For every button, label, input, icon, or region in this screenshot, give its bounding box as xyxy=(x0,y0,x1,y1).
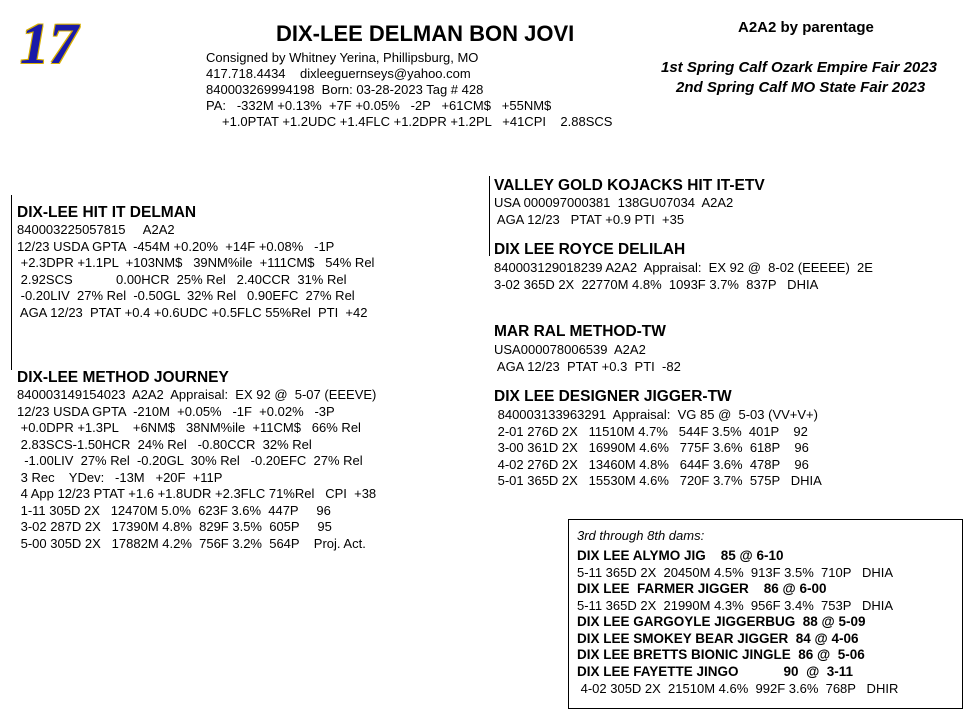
award-2: 2nd Spring Calf MO State Fair 2023 xyxy=(676,79,926,96)
dams-box-line: 4-02 305D 2X 21510M 4.6% 992F 3.6% 768P DHIR xyxy=(577,681,899,696)
contact-line: 417.718.4434 dixleeguernseys@yahoo.com xyxy=(206,66,471,81)
dam-line: 4 App 12/23 PTAT +1.6 +1.8UDR +2.3FLC 71%Rel CPI +38 xyxy=(17,486,377,501)
consignor-line: Consigned by Whitney Yerina, Phillipsburg, MO xyxy=(206,50,479,65)
dam-line: +0.0DPR +1.3PL +6NM$ 38NM%ile +11CM$ 66% Rel xyxy=(17,420,361,435)
dams-box-line: DIX LEE ALYMO JIG 85 @ 6-10 xyxy=(577,548,784,563)
lot-number: 17 xyxy=(20,11,78,76)
dams-box-line: DIX LEE BRETTS BIONIC JINGLE 86 @ 5-06 xyxy=(577,647,865,662)
dam-line: 1-11 305D 2X 12470M 5.0% 623F 3.6% 447P 96 xyxy=(17,502,331,518)
paternal-bracket xyxy=(489,176,490,256)
dam-line: 3 Rec YDev: -13M +20F +11P xyxy=(17,469,223,485)
dams-box-line: DIX LEE GARGOYLE JIGGERBUG 88 @ 5-09 xyxy=(577,614,866,629)
pa-line-2: +1.0PTAT +1.2UDC +1.4FLC +1.2DPR +1.2PL +41CPI 2.88SCS xyxy=(222,114,613,129)
genetics-label: A2A2 by parentage xyxy=(738,19,874,36)
maternal-granddam-line: 5-01 365D 2X 15530M 4.6% 720F 3.7% 575P DHIA xyxy=(494,473,822,488)
dams-box-line: DIX LEE SMOKEY BEAR JIGGER 84 @ 4-06 xyxy=(577,630,859,646)
maternal-granddam-name: DIX LEE DESIGNER JIGGER-TW xyxy=(494,388,732,405)
paternal-grandsire-name: VALLEY GOLD KOJACKS HIT IT-ETV xyxy=(494,177,765,194)
animal-name: DIX-LEE DELMAN BON JOVI xyxy=(276,21,575,46)
sire-name: DIX-LEE HIT IT DELMAN xyxy=(17,204,197,221)
dams-box-line: 5-11 365D 2X 20450M 4.5% 913F 3.5% 710P DHIA xyxy=(577,565,894,580)
sire-line: 840003225057815 A2A2 xyxy=(17,222,175,237)
maternal-granddam-line: 4-02 276D 2X 13460M 4.8% 644F 3.6% 478P 96 xyxy=(494,456,809,472)
maternal-granddam-line: 3-00 361D 2X 16990M 4.6% 775F 3.6% 618P 96 xyxy=(494,440,809,455)
sire-bracket xyxy=(11,195,12,370)
paternal-grandsire-line: USA 000097000381 138GU07034 A2A2 xyxy=(494,195,734,210)
paternal-grandsire-line: AGA 12/23 PTAT +0.9 PTI +35 xyxy=(494,211,685,227)
maternal-granddam-line: 2-01 276D 2X 11510M 4.7% 544F 3.5% 401P 92 xyxy=(494,423,808,439)
dam-line: -1.00LIV 27% Rel -0.20GL 30% Rel -0.20EFC 27% Rel xyxy=(17,453,363,468)
maternal-granddam-line: 840003133963291 Appraisal: VG 85 @ 5-03 (VV+V+) xyxy=(494,407,818,422)
sire-line: 12/23 USDA GPTA -454M +0.20% +14F +0.08% -1P xyxy=(17,238,335,254)
sire-line: 2.92SCS 0.00HCR 25% Rel 2.40CCR 31% Rel xyxy=(17,271,347,287)
paternal-granddam-line: 840003129018239 A2A2 Appraisal: EX 92 @ 8-02 (EEEEE) 2E xyxy=(494,260,873,275)
dam-line: 840003149154023 A2A2 Appraisal: EX 92 @ 5-07 (EEEVE) xyxy=(17,387,377,402)
maternal-grandsire-line: AGA 12/23 PTAT +0.3 PTI -82 xyxy=(494,358,681,374)
paternal-granddam-line: 3-02 365D 2X 22770M 4.8% 1093F 3.7% 837P DHIA xyxy=(494,276,819,292)
maternal-grandsire-name: MAR RAL METHOD-TW xyxy=(494,323,666,340)
dam-line: 12/23 USDA GPTA -210M +0.05% -1F +0.02% -3P xyxy=(17,403,335,419)
dam-name: DIX-LEE METHOD JOURNEY xyxy=(17,369,229,386)
dams-box-heading: 3rd through 8th dams: xyxy=(577,528,705,543)
sire-line: +2.3DPR +1.1PL +103NM$ 39NM%ile +111CM$ 54% Rel xyxy=(17,255,375,270)
dam-line: 5-00 305D 2X 17882M 4.2% 756F 3.2% 564P Proj. Act. xyxy=(17,535,366,551)
maternal-grandsire-line: USA000078006539 A2A2 xyxy=(494,342,646,357)
id-line: 840003269994198 Born: 03-28-2023 Tag # 428 xyxy=(206,82,484,97)
dams-box-line: DIX LEE FARMER JIGGER 86 @ 6-00 xyxy=(577,581,827,596)
dam-line: 3-02 287D 2X 17390M 4.8% 829F 3.5% 605P 95 xyxy=(17,519,332,534)
sire-line: -0.20LIV 27% Rel -0.50GL 32% Rel 0.90EFC 27% Rel xyxy=(17,288,355,303)
award-1: 1st Spring Calf Ozark Empire Fair 2023 xyxy=(661,59,937,76)
dams-box-line: DIX LEE FAYETTE JINGO 90 @ 3-11 xyxy=(577,663,854,679)
sire-line: AGA 12/23 PTAT +0.4 +0.6UDC +0.5FLC 55%Rel PTI +42 xyxy=(17,304,368,320)
dam-line: 2.83SCS-1.50HCR 24% Rel -0.80CCR 32% Rel xyxy=(17,436,312,452)
pa-line-1: PA: -332M +0.13% +7F +0.05% -2P +61CM$ +55NM$ xyxy=(206,98,552,113)
dams-box-line: 5-11 365D 2X 21990M 4.3% 956F 3.4% 753P DHIA xyxy=(577,598,894,613)
paternal-granddam-name: DIX LEE ROYCE DELILAH xyxy=(494,241,686,258)
